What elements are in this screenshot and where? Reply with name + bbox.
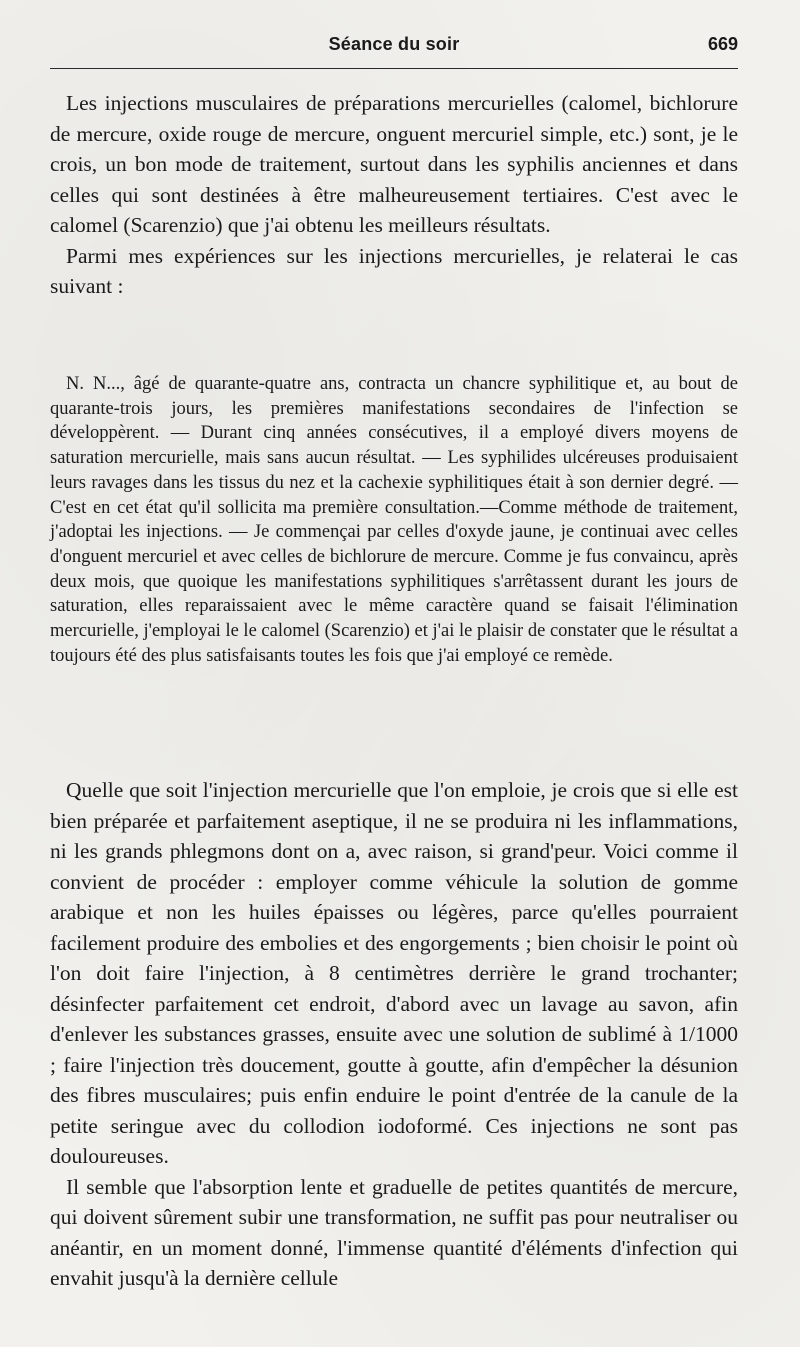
- paragraph-injections-musculaires: Les injections musculaires de préparations mercurielles (calomel, bichlorure de mercure, oxide rouge de mercure, onguent mercuriel simple, etc.) sont, je le crois, un bon mode de traitement, surtout dans les syphilis anciennes et dans celles qui sont destinées à être malheureusement tertiaires. C'est avec le calomel (Scarenzio) que j'ai obtenu les meilleurs résultats.: [50, 91, 738, 237]
- paragraph-procedure: Quelle que soit l'injection mercurielle que l'on emploie, je crois que si elle est bien préparée et parfaitement aseptique, il ne se produira ni les inflammations, ni les grands phlegmons dont on a, avec raison, si grand'peur. Voici comme il convient de procéder : employer comme véhicule la solution de gomme arabique et non les huiles épaisses ou légères, parce qu'elles pourraient facilement produire des embolies et des engorgements ; bien choisir le point où l'on doit faire l'injection, à 8 centimètres derrière le grand trochanter; désinfecter parfaitement cet endroit, d'abord avec un lavage au savon, afin d'enlever les substances grasses, ensuite avec une solution de sublimé à 1/1000 ; faire l'injection très doucement, goutte à goutte, afin d'empêcher la désunion des fibres musculaires; puis enfin enduire le point d'entrée de la canule de la petite seringue avec du collodion iodoformé. Ces injections ne sont pas douloureuses.: [50, 778, 738, 1168]
- opening-text-block: [50, 88, 738, 302]
- paragraph-experiences: Parmi mes expériences sur les injections mercurielles, je relaterai le cas suivant :: [50, 243, 738, 298]
- closing-text-block: [50, 775, 738, 1294]
- header-rule: [50, 68, 738, 69]
- running-head: [50, 30, 738, 60]
- page-number: 669: [707, 34, 738, 54]
- case-report-block: [50, 372, 738, 668]
- running-title: Séance du soir: [328, 34, 460, 54]
- paragraph-absorption: Il semble que l'absorption lente et graduelle de petites quantités de mercure, qui doivent sûrement subir une transformation, ne suffit pas pour neutraliser ou anéantir, en un moment donné, l'immense quantité d'éléments d'infection qui envahit jusqu'à la dernière cellule: [50, 1174, 738, 1290]
- paragraph-case-report: N. N..., âgé de quarante-quatre ans, contracta un chancre syphilitique et, au bout de quarante-trois jours, les premières manifestations secondaires de l'infection se développèrent. — Durant cinq années consécutives, il a employé divers moyens de saturation mercurielle, mais sans aucun résultat. — Les syphilides ulcéreuses produisaient leurs ravages dans les tissus du nez et la cachexie syphilitiques était à son dernier degré. — C'est en cet état qu'il sollicita ma première consultation.—Comme méthode de traitement, j'adoptai les injections. — Je commençai par celles d'oxyde jaune, je continuai avec celles d'onguent mercuriel et avec celles de bichlorure de mercure. Comme je fus convaincu, après deux mois, que quoique les manifestations syphilitiques s'arrêtassent durant les jours de saturation, elles reparaissaient avec le même caractère quand se faisait l'élimination mercurielle, j'employai le le calomel (Scarenzio) et j'ai le plaisir de constater que le résultat a toujours été des plus satisfaisants toutes les fois que j'ai employé ce remède.: [50, 374, 738, 666]
